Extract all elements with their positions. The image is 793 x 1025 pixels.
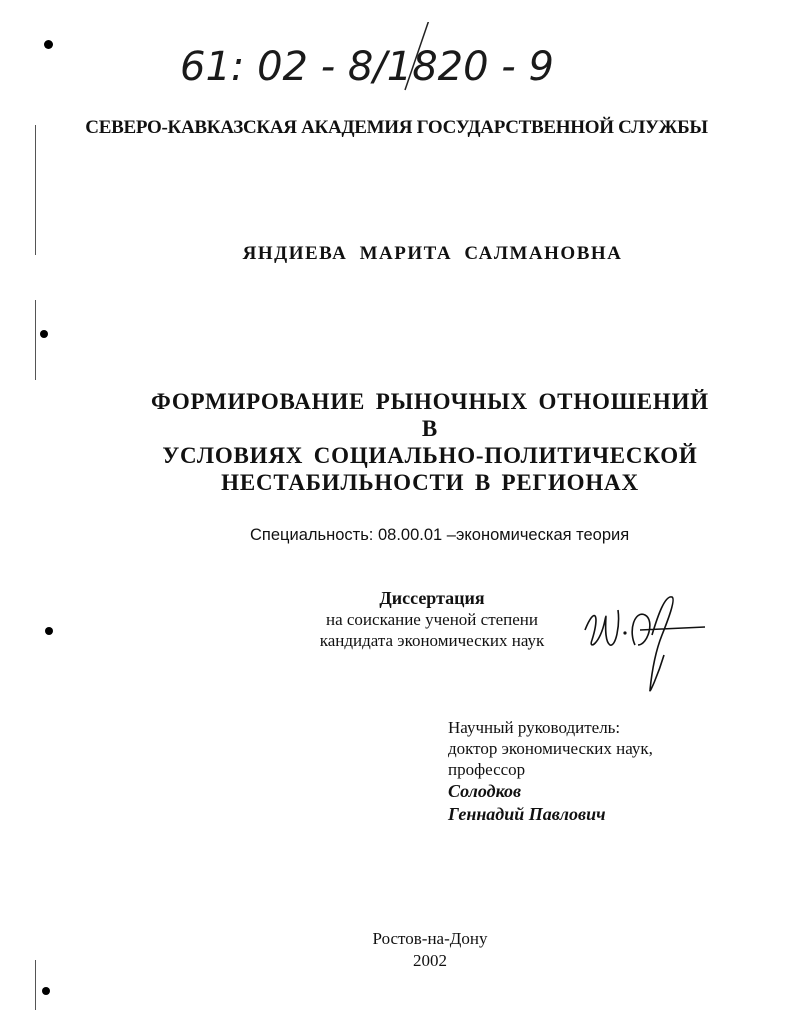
- archive-code-handwriting: [180, 22, 600, 92]
- place-and-year: [0, 928, 793, 972]
- year: 2002: [413, 951, 447, 970]
- scan-edge-line: [35, 300, 36, 380]
- advisor-given-names: Геннадий Павлович: [448, 804, 606, 824]
- specialty-label: Специальность:: [250, 526, 374, 544]
- advisor-surname: Солодков: [448, 781, 522, 801]
- institution-name: СЕВЕРО-КАВКАЗСКАЯ АКАДЕМИЯ ГОСУДАРСТВЕННОЙ СЛУЖБЫ: [85, 117, 708, 138]
- title-line: УСЛОВИЯХ СОЦИАЛЬНО-ПОЛИТИЧЕСКОЙ: [162, 443, 698, 468]
- archive-code-text: 61: 02 - 8/1820 - 9: [180, 44, 554, 90]
- specialty-separator: –: [446, 526, 456, 544]
- title-line: ФОРМИРОВАНИЕ РЫНОЧНЫХ ОТНОШЕНИЙ В: [151, 389, 709, 441]
- advisor-label: Научный руководитель:: [448, 718, 621, 737]
- punch-hole-mark: [40, 330, 48, 338]
- dissertation-title: [140, 388, 720, 496]
- signature-stroke: [632, 597, 705, 691]
- punch-hole-mark: [42, 987, 50, 995]
- advisor-rank: профессор: [448, 760, 526, 779]
- specialty-name: экономическая теория: [455, 526, 630, 544]
- punch-hole-mark: [45, 627, 53, 635]
- signature-stroke: [585, 610, 619, 645]
- city: Ростов-на-Дону: [372, 929, 488, 948]
- dissertation-block: [292, 588, 572, 651]
- degree-line: кандидата экономических наук: [319, 631, 545, 650]
- advisor-block: [448, 717, 748, 826]
- specialty-code: 08.00.01: [377, 526, 443, 544]
- punch-hole-mark: [44, 40, 53, 49]
- degree-line: на соискание ученой степени: [325, 610, 539, 629]
- author-signature: [580, 585, 710, 695]
- dissertation-heading: Диссертация: [379, 588, 485, 608]
- title-line: НЕСТАБИЛЬНОСТИ В РЕГИОНАХ: [221, 470, 639, 495]
- advisor-degree: доктор экономических наук,: [448, 739, 653, 758]
- signature-dot: [623, 631, 626, 634]
- scan-edge-line: [35, 125, 36, 255]
- author-name: ЯНДИЕВА МАРИТА САЛМАНОВНА: [242, 243, 623, 264]
- specialty-line: [250, 526, 710, 545]
